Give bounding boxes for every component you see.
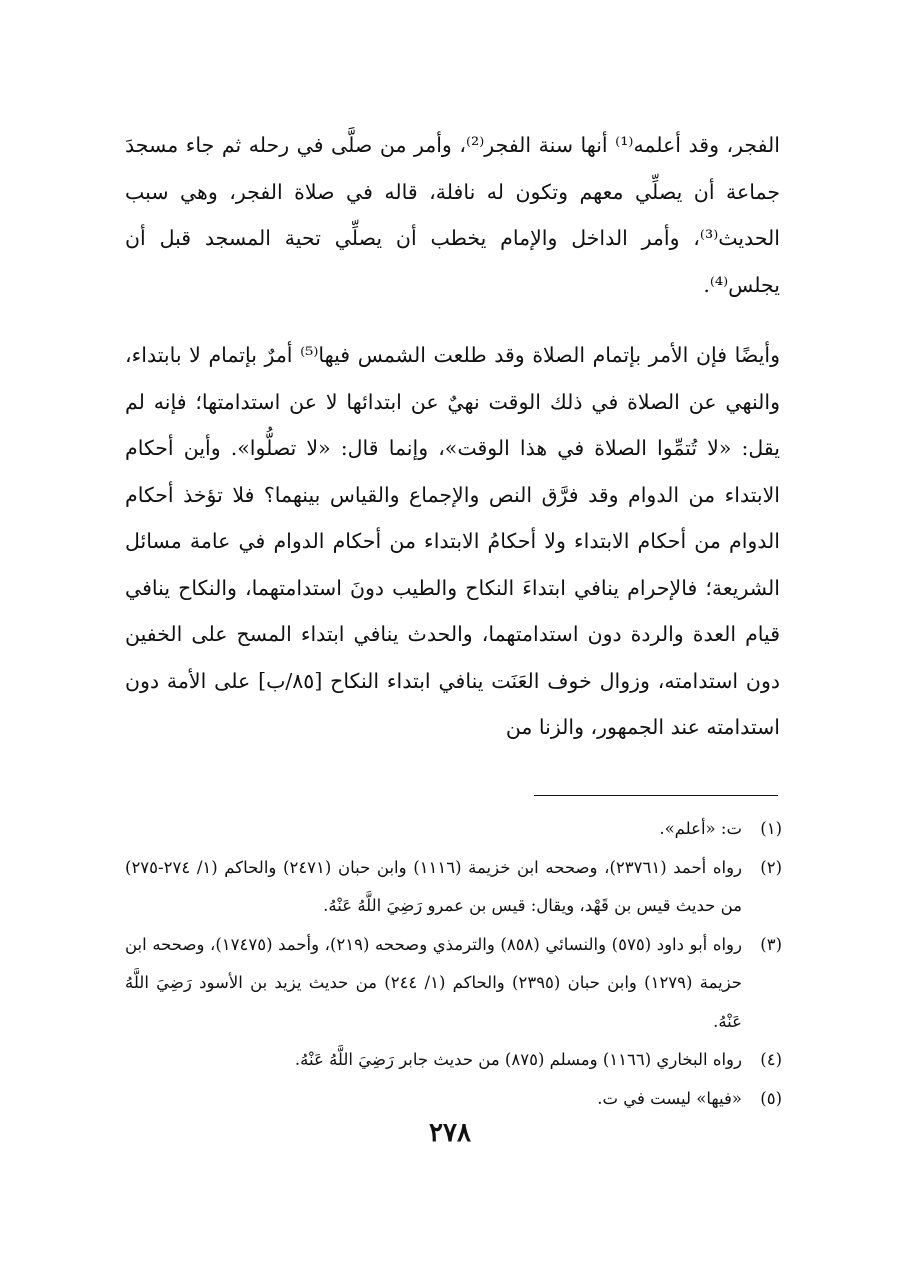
footnote-3 — [125, 926, 782, 1042]
main-text — [125, 122, 780, 751]
footnote-number: (٥) — [760, 1088, 782, 1108]
footnote-text: رواه أحمد (٢٣٧٦١)، وصححه ابن خزيمة (١١١٦) وابن حبان (٢٤٧١) والحاكم (١/ ٢٧٤-٢٧٥) من حديث قيس بن قَهْد، ويقال: قيس بن عمرو رَضِيَ اللَّهُ عَنْهُ. — [125, 857, 743, 915]
paragraph-2: وأيضًا فإن الأمر بإتمام الصلاة وقد طلعت الشمس فيها⁽⁵⁾ أمرٌ بإتمام لا بابتداء، والنهي عن الصلاة في ذلك الوقت نهيٌ عن ابتدائها لا عن استدامتها؛ فإنه لم يقل: «لا تُتمِّوا الصلاة في هذا الوقت»، وإنما قال: «لا تصلُّوا». وأين أحكام الابتداء من الدوام وقد فرَّق النص والإجماع والقياس بينهما؟ فلا تؤخذ أحكام الدوام من أحكام الابتداء ولا أحكامُ الابتداء من أحكام الدوام في عامة مسائل الشريعة؛ فالإحرام ينافي ابتداءَ النكاح والطيب دونَ استدامتهما، والنكاح ينافي قيام العدة والردة دون استدامتهما، والحدث ينافي ابتداء المسح على الخفين دون استدامته، وزوال خوف العَنَت ينافي ابتداء النكاح [٨٥/ب] على الأمة دون استدامته عند الجمهور، والزنا من — [125, 343, 780, 739]
footnote-5 — [125, 1080, 782, 1119]
footnote-divider — [534, 795, 778, 796]
footnote-number: (٤) — [760, 1050, 782, 1069]
footnote-number: (٣) — [760, 934, 782, 954]
footnote-text: رواه البخاري (١١٦٦) ومسلم (٨٧٥) من حديث جابر رَضِيَ اللَّهُ عَنْهُ. — [294, 1050, 742, 1069]
footnote-text: ت: «أعلم». — [659, 819, 742, 838]
footnotes — [125, 810, 782, 1118]
page-number: ٢٧٨ — [429, 1118, 471, 1148]
footnote-number: (١) — [760, 819, 782, 838]
footnote-text: «فيها» ليست في ت. — [597, 1088, 742, 1108]
footnote-text: رواه أبو داود (٥٧٥) والنسائي (٨٥٨) والترمذي وصححه (٢١٩)، وأحمد (١٧٤٧٥)، وصححه ابن حزيمة (١٢٧٩) وابن حبان (٢٣٩٥) والحاكم (١/ ٢٤٤) من حديث يزيد بن الأسود رَضِيَ اللَّهُ عَنْهُ. — [125, 934, 743, 1031]
footnote-2 — [125, 849, 782, 926]
footnote-number: (٢) — [760, 857, 782, 877]
footnote-1 — [125, 810, 782, 849]
footnote-4 — [125, 1041, 782, 1080]
paragraph-1: الفجر، وقد أعلمه⁽¹⁾ أنها سنة الفجر⁽²⁾، وأمر من صلَّى في رحله ثم جاء مسجدَ جماعة أن يصلِّي معهم وتكون له نافلة، قاله في صلاة الفجر، وهي سبب الحديث⁽³⁾، وأمر الداخل والإمام يخطب أن يصلِّي تحية المسجد قبل أن يجلس⁽⁴⁾. — [125, 133, 780, 297]
